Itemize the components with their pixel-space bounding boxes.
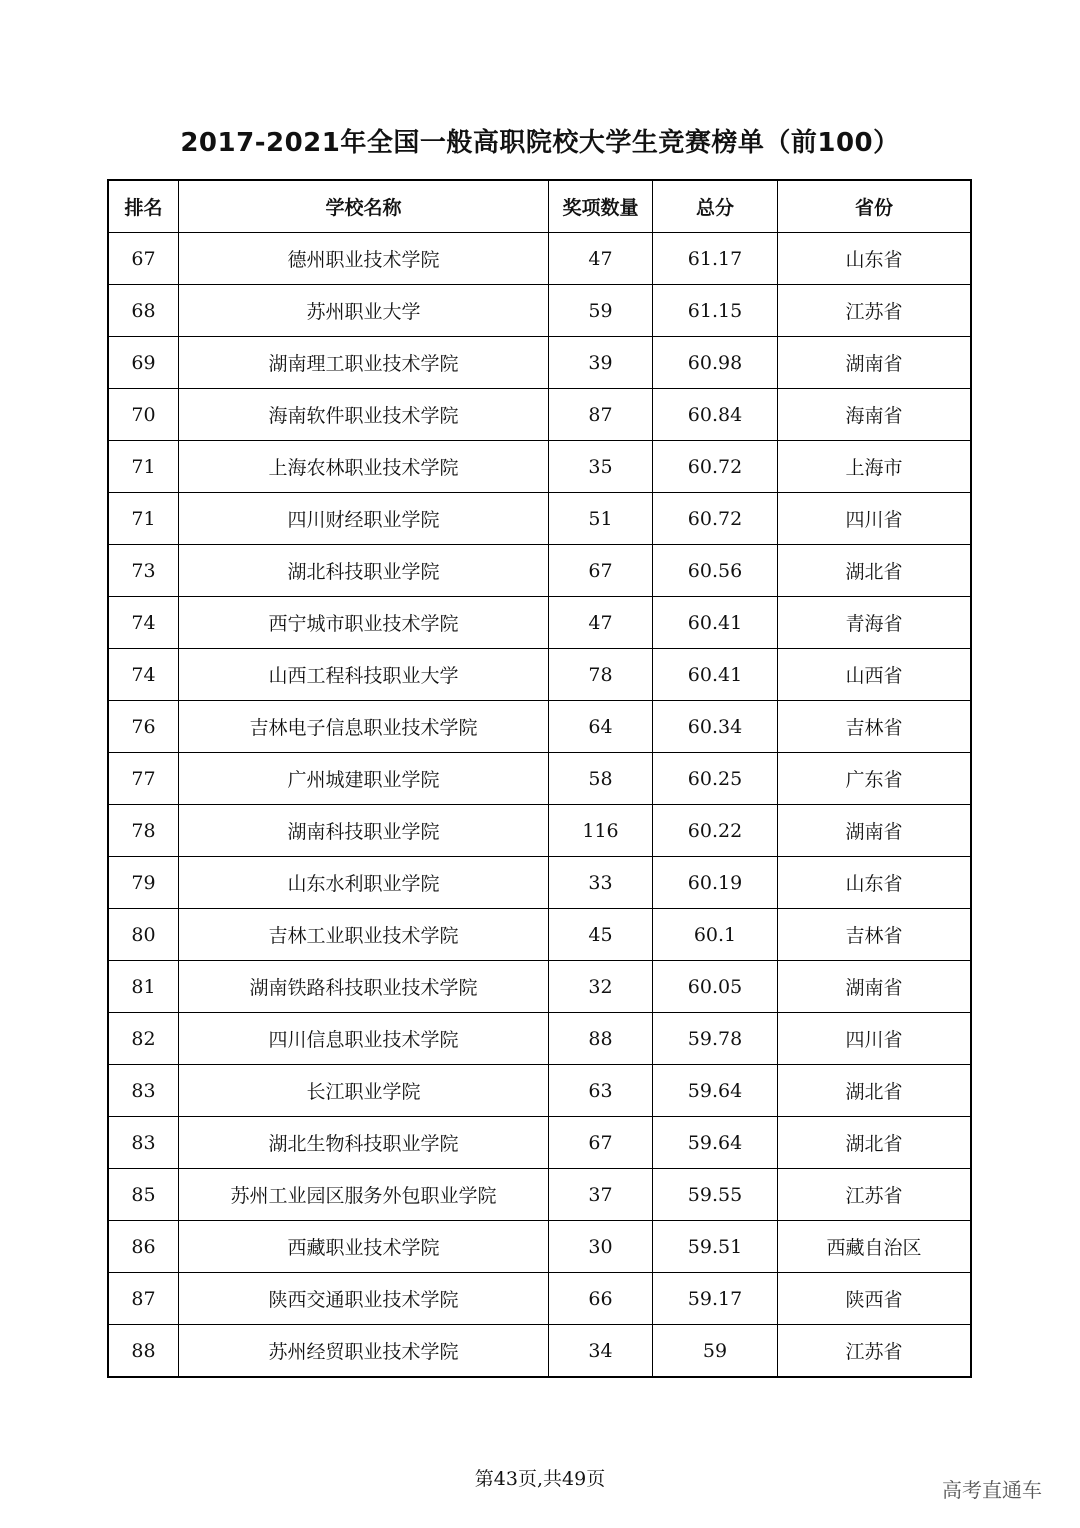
cell-rank: 71 (108, 493, 179, 545)
cell-province: 江苏省 (778, 1169, 972, 1221)
table-row (108, 1221, 971, 1273)
cell-total-score: 60.84 (653, 389, 778, 441)
cell-rank: 69 (108, 337, 179, 389)
cell-province: 西藏自治区 (778, 1221, 972, 1273)
cell-rank: 81 (108, 961, 179, 1013)
table-row (108, 1325, 971, 1378)
cell-school-name: 湖南理工职业技术学院 (179, 337, 549, 389)
table-row (108, 701, 971, 753)
cell-province: 四川省 (778, 493, 972, 545)
cell-award-count: 47 (549, 233, 653, 285)
cell-province: 湖南省 (778, 337, 972, 389)
cell-rank: 74 (108, 597, 179, 649)
cell-province: 广东省 (778, 753, 972, 805)
cell-rank: 87 (108, 1273, 179, 1325)
cell-award-count: 47 (549, 597, 653, 649)
page-number: 第43页,共49页 (474, 1468, 606, 1490)
cell-rank: 68 (108, 285, 179, 337)
cell-school-name: 苏州工业园区服务外包职业学院 (179, 1169, 549, 1221)
table-header-row (108, 180, 971, 233)
cell-rank: 83 (108, 1117, 179, 1169)
cell-province: 山东省 (778, 857, 972, 909)
cell-school-name: 四川信息职业技术学院 (179, 1013, 549, 1065)
cell-province: 湖北省 (778, 1117, 972, 1169)
cell-province: 湖北省 (778, 545, 972, 597)
cell-total-score: 60.05 (653, 961, 778, 1013)
cell-school-name: 四川财经职业学院 (179, 493, 549, 545)
cell-province: 湖南省 (778, 805, 972, 857)
cell-total-score: 60.41 (653, 649, 778, 701)
watermark: 高考直通车 (942, 1478, 1042, 1502)
cell-award-count: 45 (549, 909, 653, 961)
cell-award-count: 30 (549, 1221, 653, 1273)
table-row (108, 857, 971, 909)
cell-school-name: 山东水利职业学院 (179, 857, 549, 909)
table-row (108, 1117, 971, 1169)
cell-rank: 76 (108, 701, 179, 753)
cell-province: 江苏省 (778, 1325, 972, 1378)
cell-school-name: 吉林电子信息职业技术学院 (179, 701, 549, 753)
column-header-school-name: 学校名称 (179, 180, 549, 233)
table-row (108, 1169, 971, 1221)
cell-total-score: 60.25 (653, 753, 778, 805)
cell-award-count: 64 (549, 701, 653, 753)
page-title: 2017-2021年全国一般高职院校大学生竞赛榜单（前100） (180, 128, 900, 158)
cell-school-name: 苏州职业大学 (179, 285, 549, 337)
cell-rank: 71 (108, 441, 179, 493)
table-row (108, 545, 971, 597)
cell-province: 吉林省 (778, 701, 972, 753)
cell-school-name: 湖南铁路科技职业技术学院 (179, 961, 549, 1013)
table-row (108, 1273, 971, 1325)
cell-school-name: 苏州经贸职业技术学院 (179, 1325, 549, 1378)
cell-award-count: 35 (549, 441, 653, 493)
table-row (108, 753, 971, 805)
cell-province: 山西省 (778, 649, 972, 701)
table-row (108, 805, 971, 857)
cell-rank: 67 (108, 233, 179, 285)
table-row (108, 493, 971, 545)
cell-award-count: 34 (549, 1325, 653, 1378)
cell-province: 山东省 (778, 233, 972, 285)
cell-total-score: 59.64 (653, 1117, 778, 1169)
cell-school-name: 湖南科技职业学院 (179, 805, 549, 857)
cell-total-score: 59.51 (653, 1221, 778, 1273)
cell-rank: 70 (108, 389, 179, 441)
table-row (108, 389, 971, 441)
cell-award-count: 32 (549, 961, 653, 1013)
cell-school-name: 德州职业技术学院 (179, 233, 549, 285)
cell-award-count: 78 (549, 649, 653, 701)
cell-province: 青海省 (778, 597, 972, 649)
cell-school-name: 吉林工业职业技术学院 (179, 909, 549, 961)
cell-school-name: 上海农林职业技术学院 (179, 441, 549, 493)
cell-province: 陕西省 (778, 1273, 972, 1325)
cell-total-score: 60.19 (653, 857, 778, 909)
table-row (108, 597, 971, 649)
cell-total-score: 60.72 (653, 441, 778, 493)
cell-school-name: 山西工程科技职业大学 (179, 649, 549, 701)
cell-school-name: 西藏职业技术学院 (179, 1221, 549, 1273)
cell-school-name: 西宁城市职业技术学院 (179, 597, 549, 649)
table-row (108, 337, 971, 389)
cell-award-count: 63 (549, 1065, 653, 1117)
cell-province: 四川省 (778, 1013, 972, 1065)
cell-total-score: 59.55 (653, 1169, 778, 1221)
cell-total-score: 59.17 (653, 1273, 778, 1325)
cell-school-name: 湖北生物科技职业学院 (179, 1117, 549, 1169)
cell-total-score: 60.1 (653, 909, 778, 961)
cell-rank: 80 (108, 909, 179, 961)
table-row (108, 285, 971, 337)
cell-total-score: 61.17 (653, 233, 778, 285)
cell-award-count: 116 (549, 805, 653, 857)
cell-total-score: 60.34 (653, 701, 778, 753)
cell-province: 湖南省 (778, 961, 972, 1013)
cell-school-name: 广州城建职业学院 (179, 753, 549, 805)
cell-rank: 86 (108, 1221, 179, 1273)
cell-school-name: 湖北科技职业学院 (179, 545, 549, 597)
cell-award-count: 88 (549, 1013, 653, 1065)
cell-award-count: 33 (549, 857, 653, 909)
table-row (108, 909, 971, 961)
cell-rank: 85 (108, 1169, 179, 1221)
cell-province: 吉林省 (778, 909, 972, 961)
cell-award-count: 51 (549, 493, 653, 545)
cell-province: 上海市 (778, 441, 972, 493)
cell-school-name: 海南软件职业技术学院 (179, 389, 549, 441)
table-row (108, 441, 971, 493)
cell-award-count: 67 (549, 1117, 653, 1169)
cell-total-score: 60.22 (653, 805, 778, 857)
cell-province: 海南省 (778, 389, 972, 441)
table-row (108, 961, 971, 1013)
cell-award-count: 59 (549, 285, 653, 337)
cell-rank: 74 (108, 649, 179, 701)
cell-rank: 77 (108, 753, 179, 805)
cell-rank: 79 (108, 857, 179, 909)
cell-school-name: 陕西交通职业技术学院 (179, 1273, 549, 1325)
cell-total-score: 60.98 (653, 337, 778, 389)
cell-total-score: 59.78 (653, 1013, 778, 1065)
column-header-province: 省份 (778, 180, 972, 233)
cell-rank: 83 (108, 1065, 179, 1117)
cell-total-score: 59 (653, 1325, 778, 1378)
cell-rank: 88 (108, 1325, 179, 1378)
cell-award-count: 66 (549, 1273, 653, 1325)
cell-award-count: 67 (549, 545, 653, 597)
table-row (108, 233, 971, 285)
cell-rank: 73 (108, 545, 179, 597)
cell-total-score: 61.15 (653, 285, 778, 337)
cell-total-score: 59.64 (653, 1065, 778, 1117)
cell-province: 湖北省 (778, 1065, 972, 1117)
table-row (108, 1065, 971, 1117)
table-row (108, 1013, 971, 1065)
cell-total-score: 60.56 (653, 545, 778, 597)
cell-total-score: 60.41 (653, 597, 778, 649)
cell-rank: 78 (108, 805, 179, 857)
column-header-total-score: 总分 (653, 180, 778, 233)
cell-award-count: 37 (549, 1169, 653, 1221)
cell-award-count: 39 (549, 337, 653, 389)
cell-award-count: 58 (549, 753, 653, 805)
cell-province: 江苏省 (778, 285, 972, 337)
cell-school-name: 长江职业学院 (179, 1065, 549, 1117)
cell-total-score: 60.72 (653, 493, 778, 545)
column-header-rank: 排名 (108, 180, 179, 233)
column-header-award-count: 奖项数量 (549, 180, 653, 233)
cell-award-count: 87 (549, 389, 653, 441)
cell-rank: 82 (108, 1013, 179, 1065)
ranking-table (107, 179, 972, 1378)
table-row (108, 649, 971, 701)
